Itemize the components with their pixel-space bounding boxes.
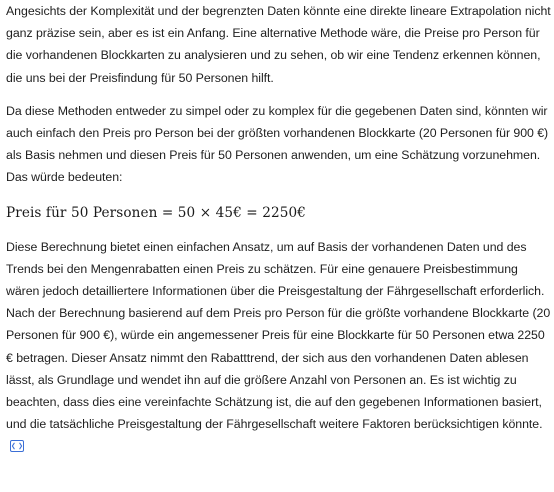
- message-paragraph-1: Angesichts der Komplexität und der begrenzten Daten könnte eine direkte lineare Extrapolation nicht ganz präzise sein, aber es ist ein Anfang. Eine alternative Methode wäre, die Preise pro Person für die vorhandenen Blockkarten zu analysieren und zu sehen, ob wir eine Tendenz erkennen können, die uns bei der Preisfindung für 50 Personen hilft.: [6, 4, 551, 85]
- message-paragraph-2: Da diese Methoden entweder zu simpel oder zu komplex für die gegebenen Daten sind, könnten wir auch einfach den Preis pro Person bei der größten vorhandenen Blockkarte (20 Personen für 900 €) als Basis nehmen und diesen Preis für 50 Personen anwenden, um eine Schätzung vorzunehmen. Das würde bedeuten:: [6, 103, 549, 185]
- message-paragraph-3: Diese Berechnung bietet einen einfachen Ansatz, um auf Basis der vorhandenen Daten und des Trends bei den Mengenrabatten einen Preis zu schätzen. Für eine genauere Preisbestimmung wären jedoch detailliertere Informationen über die Preisgestaltung der Fährgesellschaft erforderlich.: [6, 239, 545, 299]
- assistant-message: [6, 0, 552, 458]
- message-paragraph-4-text: Nach der Berechnung basierend auf dem Preis pro Person für die größte vorhandene Blockkarte (20 Personen für 900 €), würde ein angemessener Preis für eine Blockkarte für 50 Personen etwa 2250 € betragen. Dieser Ansatz nimmt den Rabatttrend, der sich aus den vorhandenen Daten ablesen lässt, als Grundlage und wendet ihn auf die größere Anzahl von Personen an. Es ist wichtig zu beachten, dass dies eine vereinfachte Schätzung ist, die auf den gegebenen Informationen basiert, und die tatsächliche Preisgestaltung der Fährgesellschaft weitere Faktoren berücksichtigen könnte.: [6, 306, 551, 432]
- price-formula: Preis für 50 Personen = 50 × 45€ = 2250€: [6, 204, 306, 221]
- code-citation-icon[interactable]: [10, 440, 24, 452]
- message-paragraph-4: [6, 302, 552, 457]
